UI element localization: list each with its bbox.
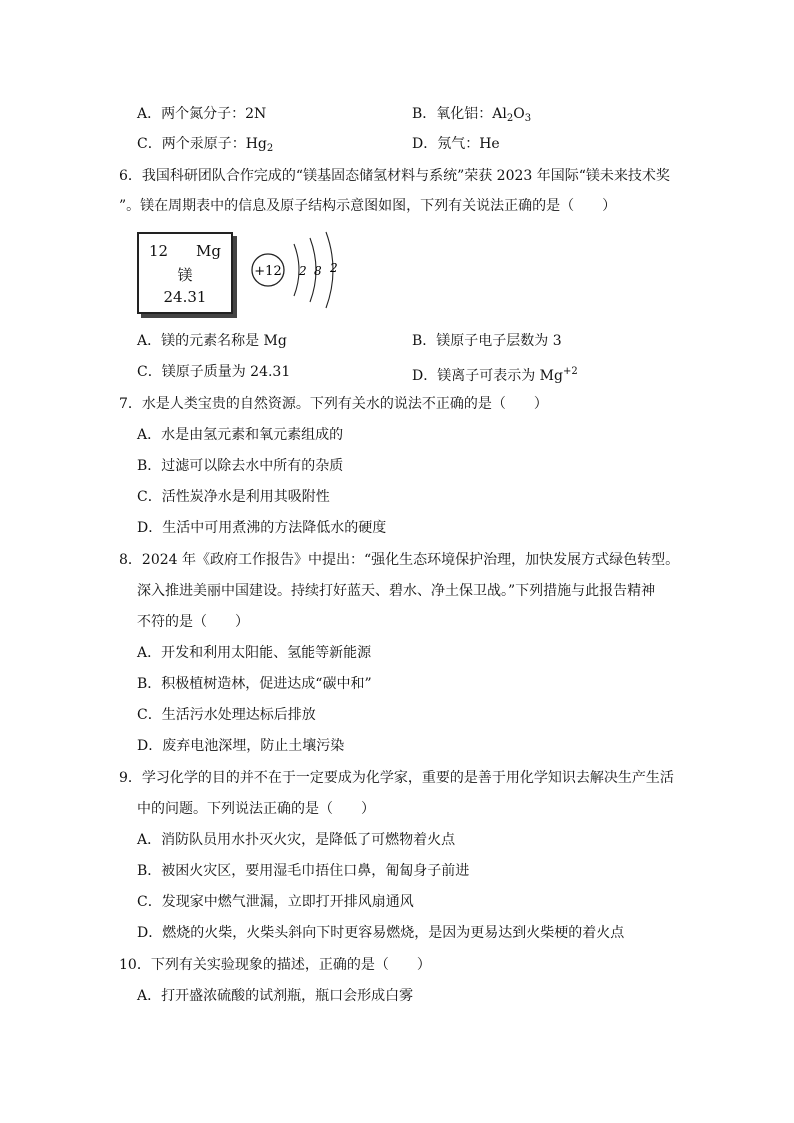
atomic-mass: 24.31 <box>163 288 207 306</box>
q7-option-d: D．生活中可用煮沸的方法降低水的硬度 <box>137 520 387 536</box>
q7-option-b: B．过滤可以除去水中所有的杂质 <box>137 458 344 474</box>
q8-option-a: A．开发和利用太阳能、氢能等新能源 <box>137 645 372 661</box>
q6-option-c: C．镁原子质量为 24.31 <box>137 364 291 380</box>
atom-structure-diagram <box>248 230 348 310</box>
q8-option-b: B．积极植树造林，促进达成“碳中和” <box>137 676 372 692</box>
q9-option-c: C．发现家中燃气泄漏，立即打开排风扇通风 <box>137 894 414 910</box>
element-card <box>137 232 233 314</box>
q9-option-a: A．消防队员用水扑灭火灾，是降低了可燃物着火点 <box>137 832 456 848</box>
q8-option-d: D．废弃电池深埋，防止土壤污染 <box>137 738 345 754</box>
q10-stem: 10．下列有关实验现象的描述，正确的是（ ） <box>119 957 431 973</box>
q9-stem-line2: 中的问题。下列说法正确的是（ ） <box>137 801 375 817</box>
shell-2-electrons: 8 <box>314 264 322 278</box>
q9-option-b: B．被困火灾区，要用湿毛巾捂住口鼻，匍匐身子前进 <box>137 863 470 879</box>
shell-3-electrons: 2 <box>330 261 338 275</box>
q7-option-c: C．活性炭净水是利用其吸附性 <box>137 489 330 505</box>
element-name: 镁 <box>177 266 193 284</box>
q8-stem-line1: 8．2024 年《政府工作报告》中提出：“强化生态环境保护治理，加快发展方式绿色转型。 <box>119 552 680 568</box>
q6-option-d: D．镁离子可表示为 $Mg^{+2}$ <box>412 366 578 384</box>
q8-stem-line2: 深入推进美丽中国建设。持续打好蓝天、碧水、净土保卫战。”下列措施与此报告精神 <box>137 583 656 599</box>
element-symbol: Mg <box>196 242 221 260</box>
q7-option-a: A．水是由氢元素和氧元素组成的 <box>137 427 344 443</box>
nucleus-charge: +12 <box>254 264 282 279</box>
q10-option-a: A．打开盛浓硫酸的试剂瓶，瓶口会形成白雾 <box>137 988 414 1004</box>
q8-option-c: C．生活污水处理达标后排放 <box>137 707 316 723</box>
q6-stem-line1: 6．我国科研团队合作完成的“镁基固态储氢材料与系统”荣获 2023 年国际“镁未来技术奖 <box>119 168 670 184</box>
atomic-number: 12 <box>149 242 169 260</box>
q6-option-a: A．镁的元素名称是 Mg <box>137 333 287 349</box>
q5-option-d: D．氖气：He <box>412 136 500 152</box>
q5-option-c: C．两个汞原子：$Hg_2$ <box>137 136 274 154</box>
q9-stem-line1: 9．学习化学的目的并不在于一定要成为化学家，重要的是善于用化学知识去解决生产生活 <box>119 770 674 786</box>
q5-option-b: B．氧化铝：$Al_2O_3$ <box>412 106 532 124</box>
shell-1-electrons: 2 <box>299 264 307 278</box>
q6-option-b: B．镁原子电子层数为 3 <box>412 333 562 349</box>
q5-option-a: A．两个氮分子：2N <box>137 106 267 122</box>
q8-stem-line3: 不符的是（ ） <box>137 614 249 630</box>
q9-option-d: D．燃烧的火柴，火柴头斜向下时更容易燃烧，是因为更易达到火柴梗的着火点 <box>137 925 625 941</box>
q7-stem: 7．水是人类宝贵的自然资源。下列有关水的说法不正确的是（ ） <box>119 396 548 412</box>
q6-stem-line2: ”。镁在周期表中的信息及原子结构示意图如图，下列有关说法正确的是（ ） <box>119 198 617 214</box>
